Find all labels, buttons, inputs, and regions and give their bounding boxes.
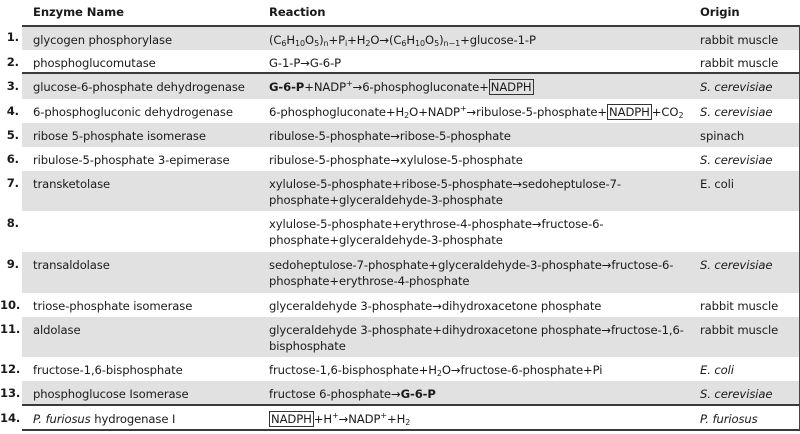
reaction: $(C_6H_{10}O_5)_n+P_i+H_2O\to(C_6H_{10}O_5)_{n-1}+glucose-1-P$ (269, 33, 536, 48)
nadph-box: NADPH (609, 105, 650, 119)
table-row (0, 317, 800, 357)
header-enzyme-name: Enzyme Name (33, 5, 124, 19)
table-row (0, 74, 800, 99)
row-number: 11. (0, 317, 22, 337)
reaction: G-1-P→G-6-P (269, 56, 342, 70)
enzyme-name: transaldolase (33, 258, 110, 272)
enzyme-name: aldolase (33, 323, 81, 337)
table-row (0, 252, 800, 293)
origin: S. cerevisiae (700, 387, 773, 401)
row-number: 3. (0, 74, 22, 94)
nadph-box: NADPH (490, 80, 532, 94)
enzyme-name: phosphoglucomutase (33, 56, 156, 70)
reaction: glyceraldehyde 3-phosphate+dihydroxacetone phosphate→fructose-1,6- bisphosphate (269, 323, 684, 353)
reaction: ribulose-5-phosphate→xylulose-5-phosphate (269, 153, 523, 167)
enzyme-name: glycogen phosphorylase (33, 33, 173, 47)
origin: S. cerevisiae (700, 105, 773, 119)
row-number: 2. (0, 50, 22, 70)
origin: P. furiosus (700, 412, 758, 426)
origin (693, 211, 799, 252)
table-row (0, 50, 800, 74)
enzyme-name: ribulose-5-phosphate 3-epimerase (33, 153, 230, 167)
origin: rabbit muscle (700, 323, 779, 337)
origin: S. cerevisiae (700, 153, 773, 167)
row-number: 12. (0, 357, 22, 377)
row-number: 9. (0, 252, 22, 272)
reaction: xylulose-5-phosphate+ribose-5-phosphate→sedoheptulose-7- phosphate+glyceraldehyde-3-phosphate (269, 177, 621, 207)
origin: E. coli (700, 177, 734, 191)
table-row (0, 99, 800, 123)
table-row (0, 211, 800, 252)
reaction: xylulose-5-phosphate+erythrose-4-phosphate→fructose-6- phosphate+glyceraldehyde-3-phosphate (269, 217, 604, 247)
enzyme-name: glucose-6-phosphate dehydrogenase (33, 80, 245, 94)
enzyme-name: 6-phosphogluconic dehydrogenase (33, 105, 233, 119)
table-row (0, 381, 800, 406)
row-number: 5. (0, 123, 22, 143)
reaction: NADPH $+H^+\to NADP^++H_2$ (271, 411, 411, 427)
reaction: fructose 6-phosphate→G-6-P (269, 387, 436, 401)
table-row (0, 25, 800, 50)
enzyme-name (22, 211, 259, 252)
header-reaction: Reaction (269, 5, 326, 19)
origin: S. cerevisiae (700, 80, 773, 94)
table-row (0, 406, 800, 431)
row-number: 6. (0, 147, 22, 167)
origin: S. cerevisiae (700, 258, 773, 272)
reaction: glyceraldehyde 3-phosphate→dihydroxacetone phosphate (269, 299, 602, 313)
reaction: G-6-P+NADP+→6-phosphogluconate+ NADPH (269, 79, 532, 94)
enzyme-name: triose-phosphate isomerase (33, 299, 193, 313)
enzyme-name: phosphoglucose Isomerase (33, 387, 189, 401)
origin: E. coli (700, 363, 734, 377)
table-row (0, 357, 800, 381)
origin: rabbit muscle (700, 33, 779, 47)
origin: rabbit muscle (700, 299, 779, 313)
reaction: fructose-$1,6-bisphosphate+H_2O\to fructose-6-phosphate+Pi$ (269, 363, 603, 378)
nadph-box: NADPH (271, 412, 312, 426)
reaction: $6-phosphogluconate+H_2O+NADP^+\to ribulose-5-phosphate+$ NADPH $+CO_2$ (269, 104, 684, 120)
table-header (0, 0, 800, 25)
enzyme-name: P. furiosus hydrogenase I (33, 412, 176, 426)
table-row (0, 293, 800, 317)
reaction: sedoheptulose-7-phosphate+glyceraldehyde-3-phosphate→fructose-6- phosphate+erythrose-4-phosphate (269, 258, 674, 288)
table-row (0, 171, 800, 211)
row-number: 1. (0, 25, 22, 45)
row-number: 14. (0, 406, 22, 426)
row-number (0, 0, 22, 5)
row-number: 13. (0, 381, 22, 401)
table-row (0, 147, 800, 171)
header-origin: Origin (700, 5, 740, 19)
enzyme-name: transketolase (33, 177, 111, 191)
table-row (0, 123, 800, 147)
row-number: 4. (0, 99, 22, 119)
reaction: ribulose-5-phosphate→ribose-5-phosphate (269, 129, 511, 143)
row-number: 7. (0, 171, 22, 191)
enzyme-name: ribose 5-phosphate isomerase (33, 129, 206, 143)
enzyme-name: fructose-1,6-bisphosphate (33, 363, 183, 377)
origin: rabbit muscle (700, 56, 779, 70)
g6p-highlight: G-6-P (400, 387, 436, 401)
row-number: 8. (0, 211, 22, 231)
g6p-highlight: G-6-P (269, 80, 305, 94)
row-number: 10. (0, 293, 22, 313)
origin: spinach (700, 129, 745, 143)
